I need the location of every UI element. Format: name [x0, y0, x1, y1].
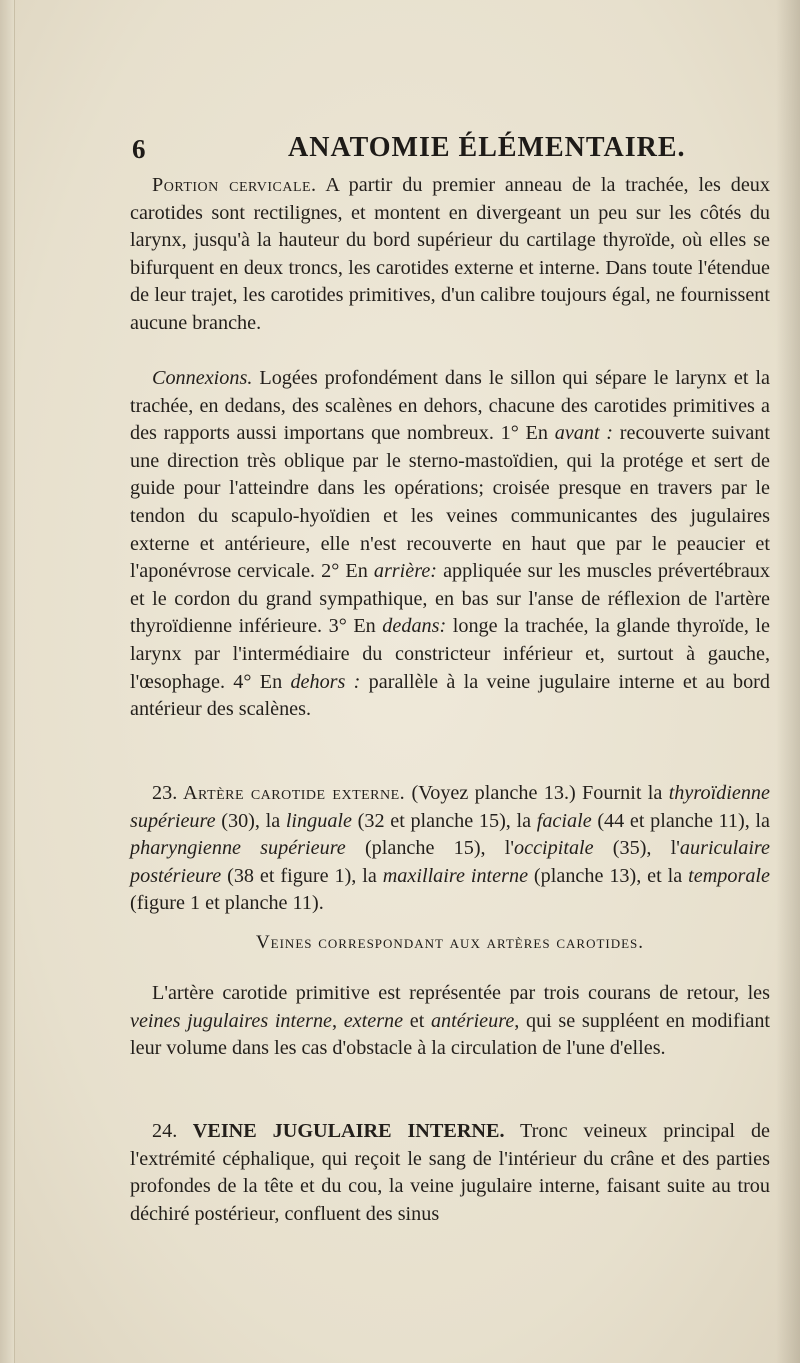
- italic-run: occipitale: [514, 837, 594, 860]
- text-run: (38 et figure 1), la: [221, 864, 383, 887]
- section-number: 23.: [152, 782, 178, 804]
- paragraph-heading: Connexions.: [152, 367, 253, 389]
- text-run: L'artère carotide primitive est représentée par trois courans de retour, les: [152, 982, 770, 1004]
- italic-run: pharyngienne supérieure: [130, 837, 346, 860]
- paragraph-carotide-externe: [130, 780, 770, 918]
- italic-run: avant :: [554, 422, 614, 445]
- page-left-edge: [0, 0, 15, 1363]
- italic-run: maxillaire interne: [382, 864, 529, 887]
- text-run: (32 et planche 15), la: [352, 809, 537, 832]
- paragraph-text: Tronc veineux principal de l'extrémité céphalique, qui reçoit le sang de l'intérieur du crâne et des parties profondes de la tête et du cou, la veine jugulaire interne, faisant suite au trou déchiré postérieur, confluent des sinus: [130, 1120, 770, 1225]
- italic-run: dehors :: [290, 670, 361, 693]
- section-number: 24.: [152, 1120, 178, 1142]
- running-title: ANATOMIE ÉLÉMENTAIRE.: [288, 132, 686, 163]
- italic-run: externe: [343, 1009, 404, 1032]
- text-run: ,: [332, 1009, 344, 1032]
- italic-run: auriculaire postérieure: [130, 837, 770, 887]
- text-run: parallèle à la veine jugulaire interne et au bord antérieur des scalènes.: [130, 670, 770, 721]
- paragraph-text: A partir du premier anneau de la trachée, les deux carotides sont rectilignes, et montent en divergeant un peu sur les côtés du larynx, jusqu'à la hauteur du bord supérieur du cartilage thyroïde, où elles se bifurquent en deux troncs, les carotides externe et interne. Dans toute l'étendue de leur trajet, les carotides primitives, d'un calibre toujours égal, ne fournissent aucune branche.: [130, 174, 770, 334]
- paragraph-veines-intro: [130, 980, 770, 1063]
- text-run: (planche 15), l': [345, 837, 515, 860]
- italic-run: veines jugulaires interne: [130, 1009, 333, 1032]
- paragraph-heading: VEINE JUGULAIRE INTERNE.: [177, 1120, 505, 1142]
- page-number: 6: [132, 134, 146, 164]
- italic-run: faciale: [536, 809, 592, 832]
- italic-run: antérieure: [430, 1009, 515, 1032]
- paragraph-portion-cervicale: [130, 172, 770, 338]
- italic-run: linguale: [285, 809, 352, 832]
- italic-run: arrière:: [373, 560, 438, 583]
- text-run: (Voyez planche 13.) Fournit la: [405, 782, 669, 804]
- text-run: (35), l': [593, 837, 680, 860]
- page-right-shadow: [776, 0, 800, 1363]
- text-run: et: [403, 1009, 431, 1032]
- text-run: (figure 1 et planche 11).: [130, 892, 324, 915]
- text-run: longe la trachée, la glande thyroïde, le larynx par l'intermédiaire du constricteur inférieur et, surtout à gauche, l'œsophage. 4° En: [130, 615, 770, 693]
- text-run: appliquée sur les muscles prévertébraux et le cordon du grand sympathique, en bas sur l'anse de réflexion de l'artère thyroïdienne inférieure. 3° En: [130, 560, 770, 638]
- text-run: , qui se suppléent en modifiant leur volume dans les cas d'obstacle à la circulation de l'une d'elles.: [130, 1009, 771, 1060]
- text-run: (30), la: [215, 809, 286, 832]
- text-run: Logées profondément dans le sillon qui sépare le larynx et la trachée, en dedans, des scalènes en dehors, chacune des carotides primitives a des rapports aussi importans que nombreux. 1° En: [130, 367, 770, 445]
- italic-run: temporale: [688, 864, 770, 887]
- paragraph-connexions: [130, 365, 770, 724]
- paragraph-jugulaire-interne: [130, 1118, 770, 1228]
- paragraph-heading: Artère carotide externe.: [177, 782, 406, 804]
- page-header: [130, 128, 760, 168]
- italic-run: thyroïdienne supérieure: [130, 782, 770, 832]
- section-heading: Veines correspondant aux artères carotides.: [255, 932, 645, 953]
- text-run: (planche 13), et la: [528, 864, 689, 887]
- text-run: (44 et planche 11), la: [591, 809, 770, 832]
- paragraph-heading: Portion cervicale.: [152, 174, 317, 196]
- text-run: recouverte suivant une direction très oblique par le sterno-mastoïdien, qui la protége et sert de guide pour l'atteindre dans les opérations; croisée presque en travers par le tendon du scapulo-hyoïdien et les veines communicantes des jugulaires externe et antérieure, elle n'est recouverte en haut que par le peaucier et l'aponévrose cervicale. 2° En: [130, 422, 770, 583]
- italic-run: dedans:: [382, 615, 447, 638]
